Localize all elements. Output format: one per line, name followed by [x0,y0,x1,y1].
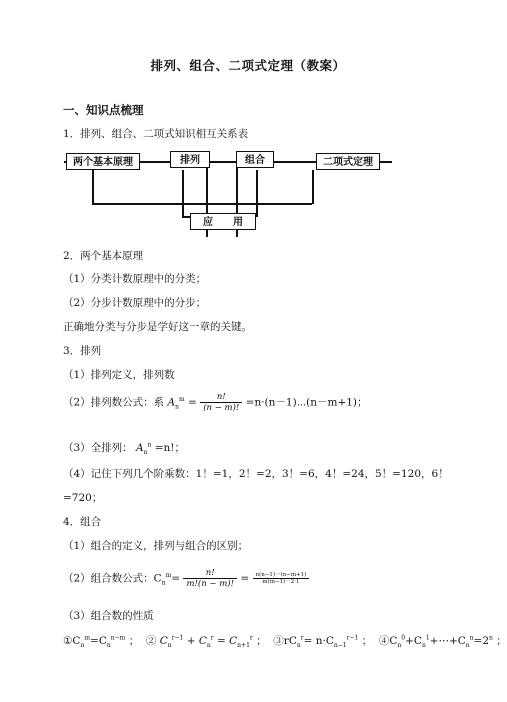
formula-sup: m [179,396,185,403]
diagram-box-binomial: 二项式定理 [316,153,380,170]
item-4-1: （1）组合的定义，排列与组合的区别； [63,540,249,552]
property-4: ④C [378,635,398,647]
combination-fraction-expanded [253,572,310,585]
item-4-3: （3）组合数的性质 [63,610,154,622]
property-1-sub: n [80,642,85,650]
separator: ； [496,635,507,647]
fraction-denominator: (n − m)! [203,403,240,413]
fraction-numerator: n! [200,392,242,403]
item-2-heading: 2．两个基本原理 [63,250,144,262]
combination-denominator-expanded: m(m−1)⋯2·1 [262,579,300,585]
combination-prefix: （2）组合数公式：C [63,572,162,585]
separator: ； [361,635,373,647]
item-3-4: （4）记住下列几个阶乘数：1！=1，2！=2，3！=6，4！=24，5！=120，6！ [63,468,449,480]
item-4-heading: 4．组合 [63,516,102,528]
separator: ； [128,635,140,647]
property-2: ② [145,635,157,647]
relationship-diagram [64,145,392,237]
formula-prefix: （2）排列数公式：系 [63,396,165,409]
property-4-rest: +C [405,635,422,647]
combination-formula: （2）组合数公式：$C_n^m=$ $\frac{n!}{m!(n - m)!}$ = $\frac{n(n-1)\cdots(n-m+1)}{m(m-1)\cdots 2\cdot 1}$ [63,568,309,589]
diagram-box-permutation: 排列 [170,151,210,168]
full-permutation-sup: n [147,441,152,449]
item-2-1: （1）分类计数原理中的分类； [63,273,207,285]
item-2-note: 正确地分类与分步是学好这一章的关键。 [63,321,252,333]
combination-sub: n [161,579,166,587]
item-2-2: （2）分步计数原理中的分步； [63,297,207,309]
diagram-box-application: 应 用 [190,213,256,230]
property-1-sup: m [84,634,91,642]
combination-numerator-expanded: n(n−1)⋯(n−m+1) [253,572,310,579]
section-heading-knowledge: 一、知识点梳理 [63,103,144,117]
combination-numerator: n! [183,568,237,579]
formula-symbol: A [167,396,176,409]
combination-properties: $①C_n^m=C_n^{n-m}$ ； ② $C_n^{r-1} + C_n^r = C_{n+1}^r$ ； $③rC_n^r= n\cdot C_{n-1}^{r-1}$ ； $④C_n^0+C_n^1+\cdots+C_n^n=2^n$ ； [63,634,507,650]
item-3-4-cont: =720； [63,492,103,504]
property-3-rest: = n·C [303,635,334,647]
item-1-heading: 1．排列、组合、二项式知识相互关系表 [63,128,249,140]
separator: ； [256,635,267,647]
full-permutation-suffix: =n!； [154,442,185,454]
formula-suffix: =n·(n－1)⋯(n－m+1)； [245,396,368,409]
full-permutation-prefix: （3）全排列： [63,442,133,454]
full-permutation [63,440,185,456]
formula-sub: n [175,403,179,411]
property-3: ③rC [273,635,297,647]
property-4-end: =2 [473,635,490,647]
diagram-box-combination: 组合 [236,151,274,168]
combination-fraction [183,568,237,589]
full-permutation-sub: n [143,449,148,457]
property-1-rest: =C [90,635,107,647]
page-title: 排列、组合、二项式定理（教案） [150,58,346,73]
item-3-heading: 3．排列 [63,345,102,357]
permutation-fraction [200,392,242,413]
combination-sup: m [165,572,172,579]
item-3-1: （1）排列定义，排列数 [63,369,175,381]
property-1: ①C [63,635,81,647]
full-permutation-symbol: A [136,442,144,454]
combination-denominator: m!(n − m)! [186,579,235,589]
permutation-formula: （2）排列数公式：系 $A_n^m$ = $\frac{n!}{(n - m)!}$ =n·(n－1)⋯(n－m+1)； [63,392,368,413]
diagram-box-basic-principles: 两个基本原理 [66,153,140,170]
property-4-tail: +⋯+C [429,635,466,647]
property-1-rest-sub: n [106,642,111,650]
